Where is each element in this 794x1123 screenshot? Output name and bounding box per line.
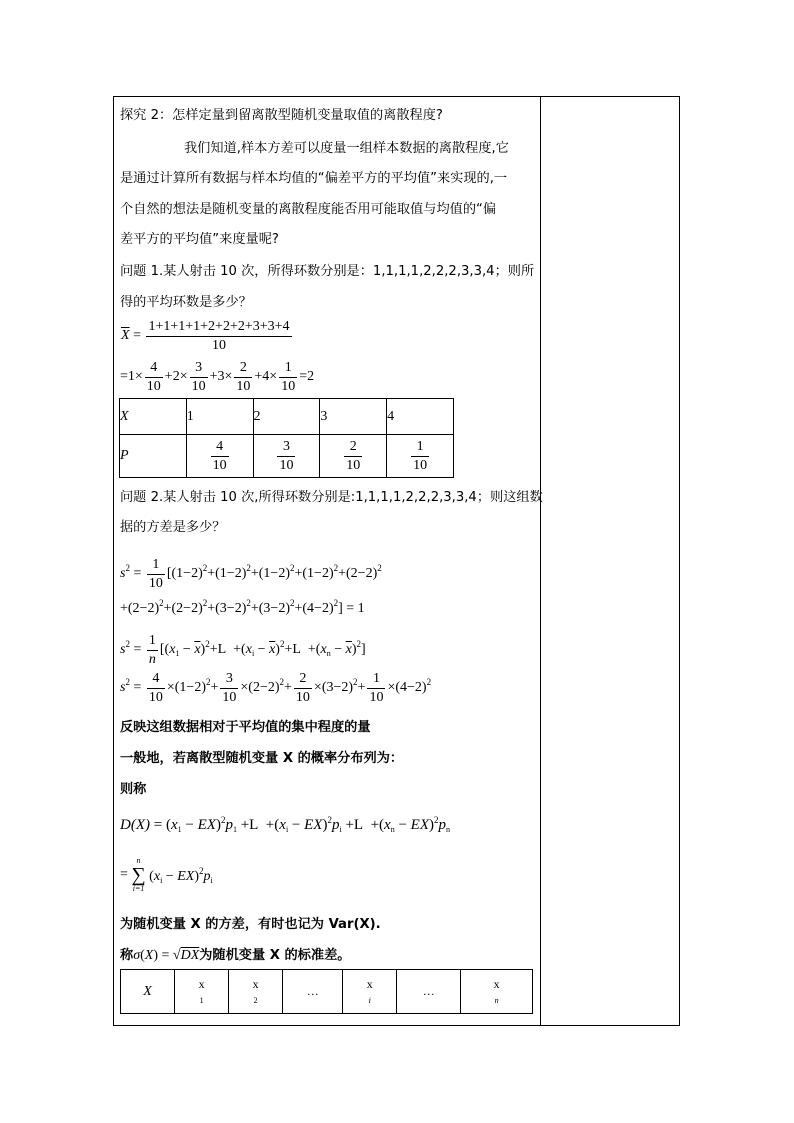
dist-prob-3-num: 2: [344, 438, 362, 457]
std-prefix: 称: [120, 948, 134, 963]
dist-value-3: 3: [320, 399, 387, 435]
dist-row-probs: [120, 435, 454, 478]
f4-num-3: 2: [294, 670, 312, 689]
f4-den-3: 10: [295, 689, 310, 705]
bottom-xn: x: [493, 976, 500, 991]
std-def-line: [120, 944, 350, 964]
mean-numerator: 1+1+1+1+2+2+2+3+3+4: [146, 318, 291, 337]
q1-line-1: 问题 1.某人射击 10 次，所得环数分别是：1,1,1,1,2,2,2,3,3,4；则所: [120, 264, 535, 279]
f4-den-4: 10: [369, 689, 384, 705]
sigma-formula: σ(X) = √DX: [133, 948, 200, 963]
weighted-num-2: 3: [190, 359, 208, 378]
explore2-para-3: 个自然的想法是随机变量的离散程度能否用可能取值与均值的“偏: [120, 202, 497, 217]
dist-value-1: 1: [186, 399, 253, 435]
bottom-value-table: [120, 969, 533, 1014]
f4-tail-1: ×(1−2): [166, 680, 206, 696]
weighted-den-3: 10: [236, 378, 251, 394]
dist-prob-2: [253, 435, 320, 478]
f4-num-4: 1: [367, 670, 385, 689]
f1-fraction: [147, 556, 165, 592]
sum-bottom: i=1: [132, 884, 145, 893]
std-suffix: 为随机变量 X 的标准差。: [199, 948, 351, 963]
f4-tail-2: ×(2−2): [240, 680, 280, 696]
f3-fraction: [147, 632, 158, 668]
sum-top: n: [136, 856, 141, 865]
f4-num-2: 3: [220, 670, 238, 689]
f1-den: 10: [148, 575, 163, 591]
weighted-formula: [120, 359, 314, 395]
explore2-title: 探究 2：怎样定量到留离散型随机变量取值的离散程度?: [120, 108, 443, 123]
weighted-prefix: =1×: [120, 369, 143, 385]
bottom-x2: x: [252, 976, 259, 991]
bottom-x1-sub: 1: [199, 995, 204, 1005]
dist-prob-1-num: 4: [211, 438, 229, 457]
f1-lhs: s: [120, 566, 126, 582]
bottom-cell-x2: [229, 970, 283, 1014]
bottom-xn-sub: n: [494, 995, 499, 1005]
explore2-para-1: 我们知道,样本方差可以度量一组样本数据的离散程度,它: [184, 141, 509, 156]
dist-prob-4-den: 10: [413, 457, 428, 473]
weighted-sep-2: +3×: [209, 369, 233, 385]
sigma-block: [131, 857, 145, 893]
weighted-num-1: 4: [145, 359, 163, 378]
f4-tail-4: ×(4−2): [387, 680, 427, 696]
mean-lhs: $\overline{X}$: [121, 328, 130, 344]
sigma-icon: ∑: [131, 864, 146, 886]
f1-num: 1: [147, 556, 165, 575]
mean-denominator: 10: [212, 337, 226, 353]
dist-p-label: P: [120, 435, 187, 478]
dist-prob-4: [387, 435, 454, 478]
weighted-den-4: 10: [281, 378, 296, 394]
bottom-row: [121, 970, 533, 1014]
f4-den-2: 10: [222, 689, 237, 705]
variance-formula-2: $+(2-2)^2+(2-2)^2+(3-2)^2+(3-2)^2+(4-2)^2] = 1$: [120, 598, 365, 616]
variance-formula-general: $s^2$ = $\frac{1}{n}$ $[(x_1 - \overline{x})^2+L +(x_i - \overline{x})^2+L +(x_n - \overline{x})^2]$: [120, 633, 366, 667]
q2-line-1: 问题 2.某人射击 10 次,所得环数分别是:1,1,1,1,2,2,2,3,3,4；则这组数: [120, 490, 543, 505]
then-line: 则称: [120, 782, 147, 797]
explore2-para-4: 差平方的平均值”来度量呢?: [120, 232, 279, 247]
weighted-frac-3: [234, 359, 252, 395]
weighted-sep-1: +2×: [164, 369, 188, 385]
distribution-table: [119, 398, 454, 478]
f3-den: n: [148, 651, 156, 667]
dx-lhs: D(X): [120, 817, 150, 833]
weighted-frac-2: [190, 359, 208, 395]
weighted-den-1: 10: [146, 378, 161, 394]
dist-row-values: [120, 399, 454, 435]
q1-line-2: 得的平均环数是多少？: [120, 295, 252, 310]
dist-prob-4-num: 1: [411, 438, 429, 457]
column-divider: [540, 96, 541, 1026]
explore2-para-2: 是通过计算所有数据与样本均值的“偏差平方的平均值”来实现的,一: [120, 171, 508, 186]
weighted-num-4: 1: [279, 359, 297, 378]
dist-prob-3-den: 10: [346, 457, 361, 473]
dist-prob-1-den: 10: [212, 457, 227, 473]
variance-formula-weighted: $s^2$ = $\frac{4}{10}$ $\times(1-2)^2+$ $\frac{3}{10}$ $\times(2-2)^2+$ $\frac{2}{10}$ $\times(3-2)^2+$ $\frac{1}{10}$ $\times(4-2)^2$: [120, 671, 432, 705]
mean-formula: $\overline{X}$ = $\frac{1+1+1+1+2+2+2+3+3+4}{10}$: [121, 319, 290, 353]
bottom-cell-xn: [461, 970, 533, 1014]
bottom-cell-xi: [343, 970, 397, 1014]
weighted-frac-1: [145, 359, 163, 395]
mean-fraction: [146, 318, 291, 354]
dx-sum-formula: = n ∑ i=1 $(x_i - EX)^2p_i$: [120, 856, 213, 893]
bottom-ellipsis-2: …: [397, 970, 461, 1014]
q2-line-2: 据的方差是多少？: [120, 520, 226, 535]
weighted-num-3: 2: [234, 359, 252, 378]
f4-den-1: 10: [148, 689, 163, 705]
bottom-xi: x: [366, 976, 373, 991]
dist-x-label: X: [120, 399, 187, 435]
variance-def-line: 为随机变量 X 的方差，有时也记为 Var(X).: [120, 917, 381, 932]
bottom-xi-sub: i: [368, 995, 371, 1005]
f4-num-1: 4: [147, 670, 165, 689]
bottom-cell-x1: [175, 970, 229, 1014]
weighted-sep-4: =2: [299, 369, 315, 385]
reflect-line: 反映这组数据相对于平均值的集中程度的量: [120, 720, 371, 735]
f1-body: [$(1-2)^2+(1-2)^2+(1-2)^2+(1-2)^2+(2-2)^2$: [166, 563, 382, 582]
general-line: 一般地，若离散型随机变量 X 的概率分布列为：: [120, 751, 404, 766]
variance-formula-1: $s^2$ = $\frac{1}{10}$ [$(1-2)^2+(1-2)^2+(1-2)^2+(1-2)^2+(2-2)^2$: [120, 557, 382, 591]
dist-prob-2-den: 10: [279, 457, 294, 473]
f4-tail-3: ×(3−2): [313, 680, 354, 696]
bottom-x2-sub: 2: [253, 995, 258, 1005]
bottom-x1: x: [198, 976, 205, 991]
bottom-ellipsis-1: …: [283, 970, 343, 1014]
weighted-frac-4: [279, 359, 297, 395]
dist-value-2: 2: [253, 399, 320, 435]
dist-value-4: 4: [387, 399, 454, 435]
weighted-sep-3: +4×: [254, 369, 278, 385]
dx-formula: $D(X) = (x_1 - EX)^2p_1 +L +(x_i - EX)^2p_i +L +(x_n - EX)^2p_n$: [120, 815, 450, 834]
dist-prob-1: [186, 435, 253, 478]
dist-prob-3: [320, 435, 387, 478]
f3-num: 1: [147, 632, 158, 651]
weighted-den-2: 10: [191, 378, 206, 394]
dist-prob-2-num: 3: [277, 438, 295, 457]
bottom-x-label: X: [121, 970, 175, 1014]
